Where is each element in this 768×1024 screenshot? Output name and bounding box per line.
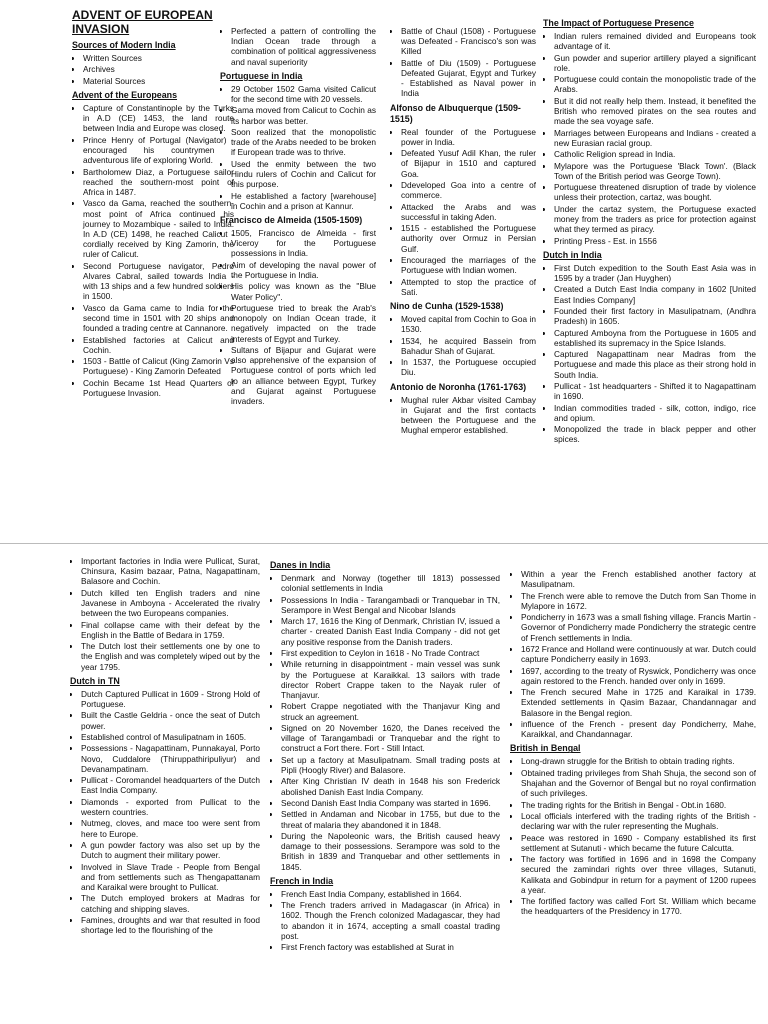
list-british: [510, 756, 756, 916]
list-item: • Under the cartaz system, the Portuguese exacted money from the traders as price for protection against what they termed as piracy.: [554, 204, 756, 235]
list-item: • 1534, he acquired Bassein from Bahadur Shah of Gujarat.: [401, 336, 536, 356]
section-heading-dutch: Dutch in India: [543, 249, 602, 260]
list-item: • Attacked the Arabs and was successful in taking Aden.: [401, 202, 536, 222]
section-heading-british: British in Bengal: [510, 743, 581, 754]
list-item: • Established factories at Calicut and Cochin.: [83, 335, 234, 355]
list-item: • Indian rulers remained divided and Europeans took advantage of it.: [554, 31, 756, 51]
list-albuquerque: [390, 127, 536, 297]
list-item: • Gama moved from Calicut to Cochin as its harbor was better.: [231, 105, 376, 125]
list-french-continued: [510, 569, 756, 739]
page-title: ADVENT OF EUROPEAN INVASION: [72, 8, 213, 36]
list-item: • While returning in disappointment - main vessel was sunk by the Portuguese at Karaikkal. 13 sailors with trade director Robert Crappe taken to the Nayak ruler of Thanjavur.: [281, 659, 500, 700]
list-item: • Soon realized that the monopolistic trade of the Arabs needed to be broken if European trade was to thrive.: [231, 127, 376, 158]
column-3-top: [390, 26, 536, 538]
column-2-bottom: [270, 556, 500, 1024]
list-item: • Archives: [83, 64, 234, 74]
list-cunha: [390, 314, 536, 378]
section-heading-albuquerque: Alfonso de Albuquerque (1509-1515): [390, 102, 521, 124]
list-item: • The trading rights for the British in Bengal - Obt.in 1680.: [521, 800, 756, 810]
list-item: • Mylapore was the Portuguese 'Black Town'. (Black Town of the British period was George Town).: [554, 161, 756, 181]
list-item: • Defeated Yusuf Adil Khan, the ruler of Bijapur in 1510 and captured Goa.: [401, 148, 536, 179]
list-dutch-tn: [70, 689, 260, 936]
list-item: • The French were able to remove the Dutch from San Thome in Mylapore in 1672.: [521, 591, 756, 611]
list-item: • 1697, according to the treaty of Ryswick, Pondicherry was once again restored to the French. handed over only in 1699.: [521, 666, 756, 686]
list-item: • Second Portuguese navigator, Pedro Alvares Cabral, sailed towards India - with 13 ships and a few hundred soldiers in 1500.: [83, 261, 234, 302]
section-heading-cunha: Nino de Cunha (1529-1538): [390, 300, 504, 311]
list-item: • Written Sources: [83, 53, 234, 63]
list-item: • Sultans of Bijapur and Gujarat were also apprehensive of the expansion of Portuguese control of ports which led to an alliance between Egypt, Turkey and Gujarat against Portuguese invaders.: [231, 345, 376, 406]
list-french: [270, 889, 500, 953]
list-item: • The fortified factory was called Fort St. William which became the headquarters of the Presidency in 1770.: [521, 896, 756, 916]
list-item: • In 1537, the Portuguese occupied Diu.: [401, 357, 536, 377]
list-item: • Famines, droughts and war that resulted in food shortage led to the flourishing of the: [81, 915, 260, 935]
list-item: • During the Napoleonic wars, the British caused heavy damage to their possessions. Serampore was sold to the British in 1839 and Tranquebar and other settlements in 1845.: [281, 831, 500, 872]
list-item: • Captured Amboyna from the Portuguese in 1605 and established its supremacy in the Spice Islands.: [554, 328, 756, 348]
list-item: • Portuguese could contain the monopolistic trade of the Arabs.: [554, 74, 756, 94]
list-item: • Signed on 20 November 1620, the Danes received the village of Tarangambadi or Tranquebar and the right to construct a Fort there. Fort - Still Intact.: [281, 723, 500, 754]
list-item: • 1505, Francisco de Almeida - first Viceroy for the Portuguese possessions in India.: [231, 228, 376, 259]
list-item: • The Dutch employed brokers at Madras for catching and shipping slaves.: [81, 893, 260, 913]
list-item: • Set up a factory at Masulipatnam. Small trading posts at Pipli (Hoogly River) and Balasore.: [281, 755, 500, 775]
list-item: • Perfected a pattern of controlling the Indian Ocean trade through a combination of political aggressiveness and naval superiority: [231, 26, 376, 67]
list-item: • Robert Crappe negotiated with the Thanjavur King and struck an agreement.: [281, 701, 500, 721]
list-item: • He established a factory [warehouse] in Cochin and a prison at Kannur.: [231, 191, 376, 211]
list-item: • Used the enmity between the two Hindu rulers of Cochin and Calicut for this purpose.: [231, 159, 376, 190]
list-advent: [72, 103, 234, 398]
section-heading-sources: Sources of Modern India: [72, 40, 176, 50]
list-item: • Obtained trading privileges from Shah Shuja, the second son of Shajahan and the Governor of Bengal but no royal confirmation of such privileges.: [521, 768, 756, 799]
list-item: • 29 October 1502 Gama visited Calicut for the second time with 20 vessels.: [231, 84, 376, 104]
section-heading-almeida: Francisco de Almeida (1505-1509): [220, 215, 363, 225]
list-almeida: [220, 228, 376, 406]
list-item: • influence of the French - present day Pondicherry, Mahe, Karaikkal, and Chandannagar.: [521, 719, 756, 739]
list-item: • Real founder of the Portuguese power in India.: [401, 127, 536, 147]
list-item: • Denmark and Norway (together till 1813) possessed colonial settlements in India: [281, 573, 500, 593]
list-item: • Dutch Captured Pullicat in 1609 - Strong Hold of Portuguese.: [81, 689, 260, 709]
list-item: • Possessions - Nagapattinam, Punnakayal, Porto Novo, Cuddalore (Thiruppathiripuliyur) and Devanampatinam.: [81, 743, 260, 774]
section-heading-dutch-tn: Dutch in TN: [70, 675, 120, 686]
list-item: • Aim of developing the naval power of the Portuguese in India.: [231, 260, 376, 280]
list-noronha: [390, 395, 536, 436]
section-heading-noronha: Antonio de Noronha (1761-1763): [390, 381, 527, 392]
list-item: • His policy was known as the "Blue Water Policy".: [231, 281, 376, 301]
list-item: • Indian commodities traded - silk, cotton, indigo, rice and opium.: [554, 403, 756, 423]
list-item: • Pondicherry in 1673 was a small fishing village. Francis Martin - Governor of Pondicherry made Pondicherry the strategic centre of French settlements in India.: [521, 612, 756, 643]
section-heading-portuguese: Portuguese in India: [220, 70, 303, 81]
list-item: • Vasco da Gama, reached the southern-most point of Africa continued his journey to Mozambique - sailed to India. In A.D (CE) 1498, he reached Calicut - cordially received by King Zamorin, the ruler of Calicut.: [83, 198, 234, 259]
list-item: • French East India Company, established in 1664.: [281, 889, 500, 899]
list-item: • Pullicat - 1st headquarters - Shifted it to Nagapattinam in 1690.: [554, 381, 756, 401]
list-item: • Catholic Religion spread in India.: [554, 149, 756, 159]
list-item: • First French factory was established at Surat in: [281, 942, 500, 952]
section-divider: [0, 543, 768, 544]
list-item: • The Dutch lost their settlements one by one to the English and was completely wiped out by the year 1795.: [81, 641, 260, 672]
list-item: • Established control of Masulipatnam in 1605.: [81, 732, 260, 742]
list-item: • Final collapse came with their defeat by the English in the Battle of Bedara in 1759.: [81, 620, 260, 640]
list-naval-superiority: [220, 26, 376, 67]
list-item: • 1515 - established the Portuguese authority over Ormuz in Persian Gulf.: [401, 223, 536, 254]
column-4-top: [543, 14, 756, 538]
list-item: • Encouraged the marriages of the Portuguese with Indian women.: [401, 255, 536, 275]
list-item: • Nutmeg, cloves, and mace too were sent from here to Europe.: [81, 818, 260, 838]
list-item: • Ddeveloped Goa into a centre of commerce.: [401, 180, 536, 200]
list-item: • Local officials interfered with the trading rights of the British - declaring war with the ruler representing the Mughals.: [521, 811, 756, 831]
list-item: • Battle of Chaul (1508) - Portuguese was Defeated - Francisco's son was Killed: [401, 26, 536, 57]
list-item: • Attempted to stop the practice of Sati.: [401, 277, 536, 297]
column-2-top: [220, 26, 376, 538]
list-item: • The factory was fortified in 1696 and in 1698 the Company secured the zamindari rights over three villages, Sutanuti, Kalikata and Gobindpur in return for a payment of 1200 rupees a year.: [521, 854, 756, 895]
column-1-bottom: [70, 556, 260, 1024]
list-item: • Long-drawn struggle for the British to obtain trading rights.: [521, 756, 756, 766]
list-item: • The French traders arrived in Madagascar (in Africa) in 1602. Though the French colonized Madagascar, they had to abandon it in 1674, accepting a small coastal trading post.: [281, 900, 500, 941]
list-item: • Bartholomew Diaz, a Portuguese sailor reached the southern-most point of Africa in 1487.: [83, 167, 234, 198]
list-item: • First Dutch expedition to the South East Asia was in 1595 by a trader (Jan Huyghen): [554, 263, 756, 283]
list-item: • 1672 France and Holland were continuously at war. Dutch could capture Pondicherry easily in 1693.: [521, 644, 756, 664]
list-item: • Pullicat - Coromandel headquarters of the Dutch East India Company.: [81, 775, 260, 795]
list-dutch-factories: [70, 556, 260, 672]
list-item: • After King Christian IV death in 1648 his son Frederick abolished Danish East India Company.: [281, 776, 500, 796]
list-item: • 1503 - Battle of Calicut (King Zamorin Vs Portuguese) - King Zamorin Defeated: [83, 356, 234, 376]
section-heading-danes: Danes in India: [270, 560, 331, 570]
list-item: • Captured Nagapattinam near Madras from the Portuguese and made this place as their strong hold in South India.: [554, 349, 756, 380]
section-heading-advent: Advent of the Europeans: [72, 89, 178, 100]
list-item: • Gun powder and superior artillery played a significant role.: [554, 53, 756, 73]
list-item: • Built the Castle Geldria - once the seat of Dutch power.: [81, 710, 260, 730]
list-item: • Important factories in India were Pullicat, Surat, Chinsura, Kasim bazaar, Patna, Nagapattinam, Balasore and Cochin.: [81, 556, 260, 587]
list-item: • But it did not really help them. Instead, it benefited the British who removed pirates on the sea routes and made the sea voyage safe.: [554, 96, 756, 127]
list-item: • Created a Dutch East India company in 1602 [United East Indies Company]: [554, 284, 756, 304]
list-item: • Mughal ruler Akbar visited Cambay in Gujarat and the first contacts between the Portuguese and the Mughal emperor established.: [401, 395, 536, 436]
list-item: • Portuguese threatened disruption of trade by violence unless their protection, cartaz, was bought.: [554, 182, 756, 202]
section-heading-french: French in India: [270, 875, 334, 886]
list-item: • Capture of Constantinople by the Turks in A.D (CE) 1453, the land route between India and Europe was closed.: [83, 103, 234, 134]
list-item: • The French secured Mahe in 1725 and Karaikal in 1739. Extended settlements in Qasim Bazaar, Chandannagar and Balasore in the Bengal region.: [521, 687, 756, 718]
list-item: • Printing Press - Est. in 1556: [554, 236, 756, 246]
column-3-bottom: [510, 569, 756, 1024]
list-item: • First expedition to Ceylon in 1618 - No Trade Contract: [281, 648, 500, 658]
list-impact: [543, 31, 756, 246]
list-item: • Battle of Diu (1509) - Portuguese Defeated Gujarat, Egypt and Turkey - Established as Naval power in India: [401, 58, 536, 99]
list-item: • Cochin Became 1st Head Quarters of Portuguese Invasion.: [83, 378, 234, 398]
list-item: • Material Sources: [83, 76, 234, 86]
section-heading-impact: The Impact of Portuguese Presence: [543, 18, 694, 28]
list-item: • March 17, 1616 the King of Denmark, Christian IV, issued a charter - created Danish East India Company - did not get any positive response from the Danish traders.: [281, 616, 500, 647]
list-item: • Dutch killed ten English traders and nine Javanese in Amboyna - Accelerated the rivalry between the two Europeans companies.: [81, 588, 260, 619]
list-item: • Marriages between Europeans and Indians - created a new Eurasian racial group.: [554, 128, 756, 148]
list-item: • Founded their first factory in Masulipatnam, (Andhra Pradesh) in 1605.: [554, 306, 756, 326]
list-item: • Within a year the French established another factory at Masulipatnam.: [521, 569, 756, 589]
list-item: • Monopolized the trade in black pepper and other spices.: [554, 424, 756, 444]
list-item: • Settled in Andaman and Nicobar in 1755, but due to the threat of malaria they abandoned it in 1848.: [281, 809, 500, 829]
list-portuguese: [220, 84, 376, 211]
list-item: • Second Danish East India Company was started in 1696.: [281, 798, 500, 808]
list-item: • Portuguese tried to break the Arab's monopoly on Indian Ocean trade, it negatively impacted on the trade interests of Egypt and Turkey.: [231, 303, 376, 344]
list-item: • Prince Henry of Portugal (Navigator) - encouraged his countrymen - adventurous life of exploring World.: [83, 135, 234, 166]
list-battles: [390, 26, 536, 99]
list-item: • Diamonds - exported from Pullicat to the western countries.: [81, 797, 260, 817]
list-item: • Vasco da Gama came to India for the second time in 1501 with 20 ships and founded a trading centre at Cannanore.: [83, 303, 234, 334]
list-item: • Possessions In India - Tarangambadi or Tranquebar in TN, Serampore in West Bengal and Nicobar Islands: [281, 595, 500, 615]
column-1-top: [72, 8, 234, 538]
list-item: • Moved capital from Cochin to Goa in 1530.: [401, 314, 536, 334]
list-item: • A gun powder factory was also set up by the Dutch to augment their military power.: [81, 840, 260, 860]
list-dutch: [543, 263, 756, 445]
list-item: • Peace was restored in 1690 - Company established its first settlement at Sutanuti - which became the future Calcutta.: [521, 833, 756, 853]
list-danes: [270, 573, 500, 872]
list-item: • Involved in Slave Trade - People from Bengal and from settlements such as Thengapattanam and Karaikal were brought to Pullicat.: [81, 862, 260, 893]
list-sources: [72, 53, 234, 86]
